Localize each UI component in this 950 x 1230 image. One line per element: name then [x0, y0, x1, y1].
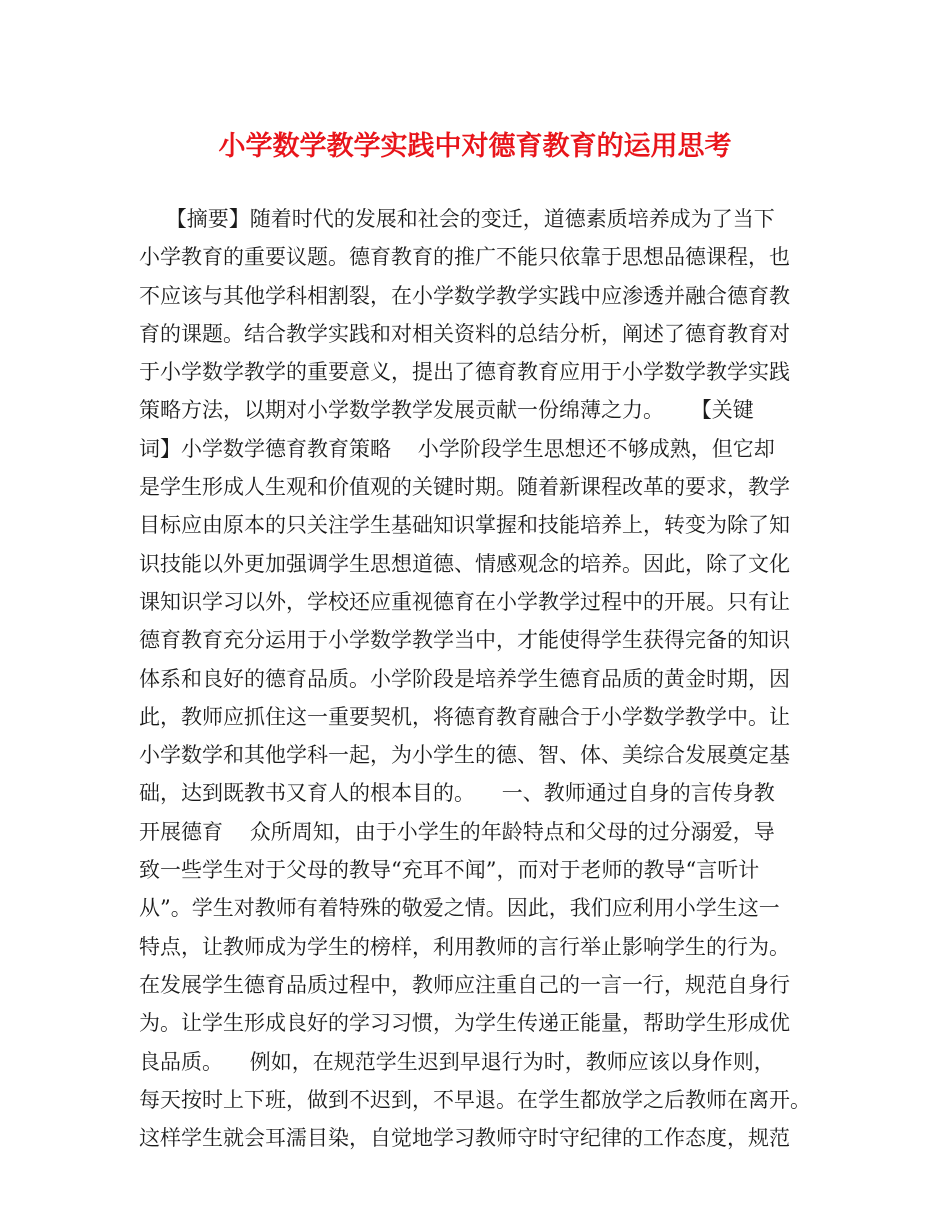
- body-text-line: 开展德育 众所周知，由于小学生的年龄特点和父母的过分溺爱，导: [139, 819, 775, 844]
- document-body: [139, 200, 824, 1157]
- body-text-line: 小学数学和其他学科一起，为小学生的德、智、体、美综合发展奠定基: [139, 743, 790, 768]
- body-text-line: 每天按时上下班，做到不迟到，不早退。在学生都放学之后教师在离开。: [139, 1087, 811, 1112]
- body-text-line: 础，达到既教书又育人的根本目的。 一、教师通过自身的言传身教: [139, 781, 775, 806]
- body-text-line: 是学生形成人生观和价值观的关键时期。随着新课程改革的要求，教学: [139, 475, 790, 500]
- document-title: 小学数学教学实践中对德育教育的运用思考: [218, 131, 732, 162]
- body-text-line: 特点，让教师成为学生的榜样，利用教师的言行举止影响学生的行为。: [139, 934, 790, 959]
- body-text-line: 为。让学生形成良好的学习习惯，为学生传递正能量，帮助学生形成优: [139, 1011, 790, 1036]
- body-text-line: 课知识学习以外，学校还应重视德育在小学教学过程中的开展。只有让: [139, 589, 790, 614]
- body-text-line: 这样学生就会耳濡目染，自觉地学习教师守时守纪律的工作态度，规范: [139, 1126, 790, 1151]
- body-text-line: 识技能以外更加强调学生思想道德、情感观念的培养。因此，除了文化: [139, 551, 790, 576]
- body-text-line: 词】小学数学德育教育策略 小学阶段学生思想还不够成熟，但它却: [139, 436, 775, 461]
- body-text-line: 目标应由原本的只关注学生基础知识掌握和技能培养上，转变为除了知: [139, 513, 790, 538]
- body-text-line: 于小学数学教学的重要意义，提出了德育教育应用于小学数学教学实践: [139, 360, 790, 385]
- body-text-line: 良品质。 例如，在规范学生迟到早退行为时，教师应该以身作则，: [139, 1049, 775, 1074]
- body-text-line: 策略方法，以期对小学数学教学发展贡献一份绵薄之力。 【关键: [139, 398, 754, 423]
- body-text-line: 育的课题。结合教学实践和对相关资料的总结分析，阐述了德育教育对: [139, 321, 790, 346]
- body-text-line: 从”。学生对教师有着特殊的敬爱之情。因此，我们应利用小学生这一: [139, 896, 780, 921]
- body-text-line: 不应该与其他学科相割裂，在小学数学教学实践中应渗透并融合德育教: [139, 283, 790, 308]
- body-text-line: 在发展学生德育品质过程中，教师应注重自己的一言一行，规范自身行: [139, 972, 790, 997]
- body-text-line: 体系和良好的德育品质。小学阶段是培养学生德育品质的黄金时期，因: [139, 666, 790, 691]
- body-text-line: 德育教育充分运用于小学数学教学当中，才能使得学生获得完备的知识: [139, 628, 790, 653]
- body-text-line: 【摘要】随着时代的发展和社会的变迁，道德素质培养成为了当下: [139, 207, 775, 231]
- body-text-line: 致一些学生对于父母的教导“充耳不闻”，而对于老师的教导“言听计: [139, 858, 760, 883]
- body-text-line: 小学教育的重要议题。德育教育的推广不能只依靠于思想品德课程，也: [139, 245, 790, 270]
- body-text-line: 此，教师应抓住这一重要契机，将德育教育融合于小学数学教学中。让: [139, 704, 790, 729]
